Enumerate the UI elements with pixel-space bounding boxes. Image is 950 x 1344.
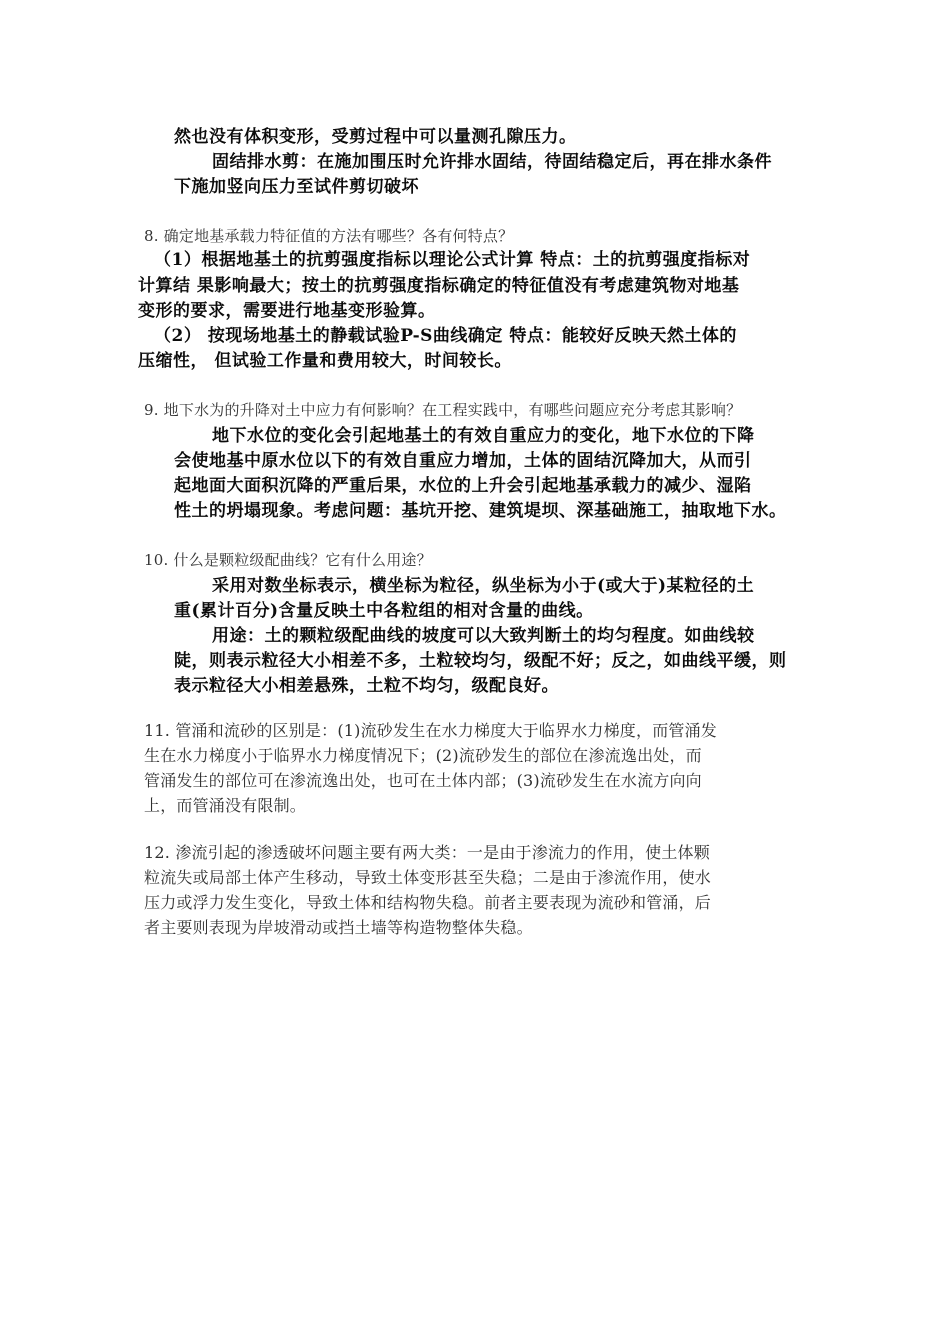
text-line: 性土的坍塌现象。考虑问题：基坑开挖、建筑堤坝、深基础施工，抽取地下水。 bbox=[174, 501, 787, 521]
text-line: 11. 管涌和流砂的区别是：(1)流砂发生在水力梯度大于临界水力梯度，而管涌发 bbox=[144, 721, 717, 740]
text-line: 12. 渗流引起的渗透破坏问题主要有两大类：一是由于渗流力的作用，使土体颗 bbox=[144, 843, 710, 862]
text-line: 压力或浮力发生变化，导致土体和结构物失稳。前者主要表现为流砂和管涌，后 bbox=[144, 893, 712, 912]
text-line: 采用对数坐标表示，横坐标为粒径，纵坐标为小于(或大于)某粒径的土 bbox=[212, 576, 755, 596]
text-line: 压缩性， 但试验工作量和费用较大，时间较长。 bbox=[138, 351, 512, 371]
question-8: 8. 确定地基承载力特征值的方法有哪些？各有何特点？ bbox=[144, 227, 514, 245]
text-line: 上，而管涌没有限制。 bbox=[144, 796, 307, 815]
text-line: 会使地基中原水位以下的有效自重应力增加，土体的固结沉降加大，从而引 bbox=[174, 451, 752, 471]
text-line: 起地面大面积沉降的严重后果，水位的上升会引起地基承载力的减少、湿陷 bbox=[174, 476, 752, 496]
text-line: 重(累计百分)含量反映土中各粒组的相对含量的曲线。 bbox=[174, 601, 594, 621]
text-line: 固结排水剪：在施加围压时允许排水固结，待固结稳定后，再在排水条件 bbox=[212, 152, 772, 172]
question-10: 10. 什么是颗粒级配曲线？它有什么用途？ bbox=[144, 551, 432, 569]
text-line: （1）根据地基土的抗剪强度指标以理论公式计算 特点：土的抗剪强度指标对 bbox=[154, 250, 751, 270]
text-line: 表示粒径大小相差悬殊，土粒不均匀，级配良好。 bbox=[174, 676, 559, 696]
text-line: 计算结 果影响最大；按土的抗剪强度指标确定的特征值没有考虑建筑物对地基 bbox=[138, 276, 740, 296]
text-line: 变形的要求，需要进行地基变形验算。 bbox=[138, 301, 436, 321]
text-line: 然也没有体积变形，受剪过程中可以量测孔隙压力。 bbox=[174, 127, 577, 147]
text-line: 陡，则表示粒径大小相差不多，土粒较均匀，级配不好；反之，如曲线平缓，则 bbox=[174, 651, 787, 671]
question-9: 9. 地下水为的升降对土中应力有何影响？在工程实践中，有哪些问题应充分考虑其影响？ bbox=[144, 401, 742, 419]
text-line: 下施加竖向压力至试件剪切破坏 bbox=[174, 177, 419, 197]
text-line: 者主要则表现为岸坡滑动或挡土墙等构造物整体失稳。 bbox=[144, 918, 533, 937]
text-line: 地下水位的变化会引起地基土的有效自重应力的变化，地下水位的下降 bbox=[212, 426, 755, 446]
text-line: 粒流失或局部土体产生移动，导致土体变形甚至失稳；二是由于渗流作用，使水 bbox=[144, 868, 712, 887]
text-line: 生在水力梯度小于临界水力梯度情况下；(2)流砂发生的部位在渗流逸出处，而 bbox=[144, 746, 702, 765]
text-line: 管涌发生的部位可在渗流逸出处，也可在土体内部；(3)流砂发生在水流方向向 bbox=[144, 771, 702, 790]
text-line: （2） 按现场地基土的静载试验P-S曲线确定 特点：能较好反映天然土体的 bbox=[154, 326, 737, 346]
text-line: 用途：土的颗粒级配曲线的坡度可以大致判断土的均匀程度。如曲线较 bbox=[212, 626, 755, 646]
